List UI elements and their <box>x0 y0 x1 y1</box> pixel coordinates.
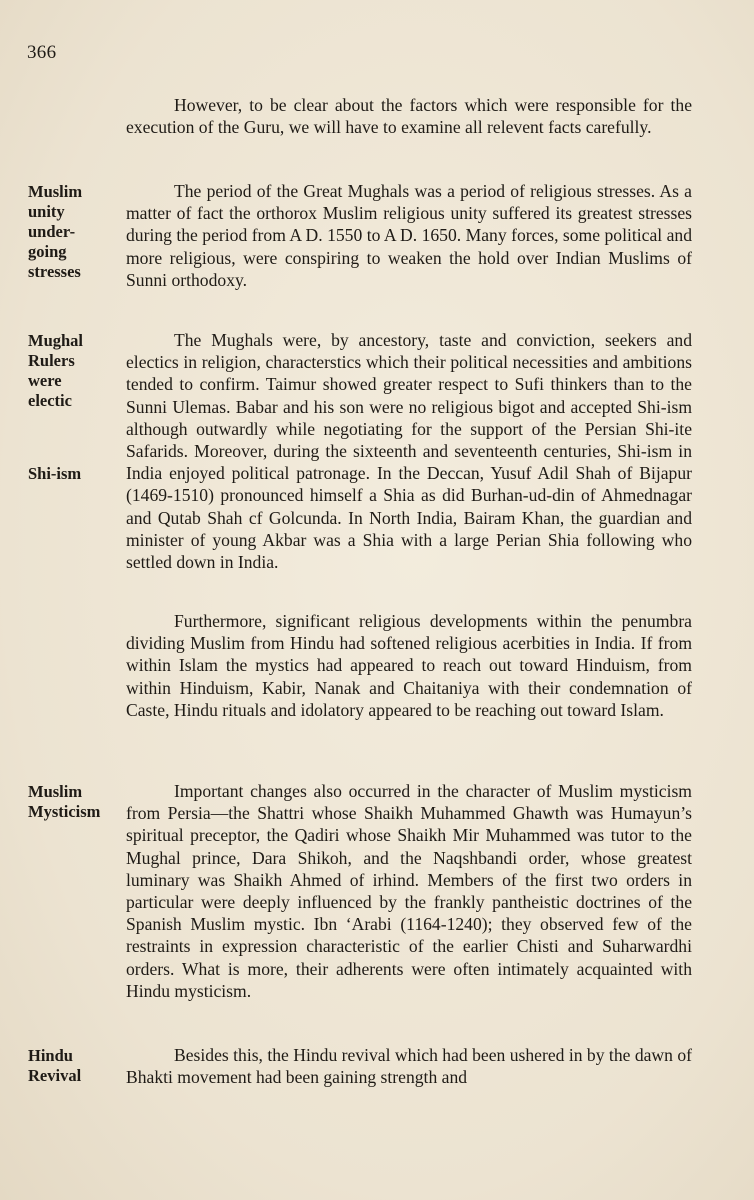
paragraph-6: Besides this, the Hindu revival which had been ushered in by the dawn of Bhakti movement had been gaining strength and <box>126 1045 692 1088</box>
margin-note-muslim-unity: Muslim unity under- going stresses <box>28 182 83 281</box>
margin-note-muslim-mysticism: Muslim Mysticism <box>28 782 101 821</box>
paragraph-3: The Mughals were, by ancestory, taste and conviction, seekers and electics in religion, characterstics which their political necessities and ambitions tended to confirm. Taimur showed greater respect to Sufi thinkers than to the Sunni Ulemas. Babar and his son were no religious bigot and accepted Shi-ism although outwardly while negotiating for the support of the Persian Shi-ite Safarids. Moreover, during the sixteenth and seventeenth centuries, Shi-ism in India enjoyed political patronage. In the Deccan, Yusuf Adil Shah of Bijapur (1469-1510) pronounced himself a Shia as did Burhan-ud-din of Ahmednagar and Qutab Shah cf Golcunda. In North India, Bairam Khan, the guardian and minister of young Akbar was a Shia with a large Perian Shia following who settled down in India. <box>126 330 692 573</box>
paragraph-1: However, to be clear about the factors which were responsible for the execution of the Guru, we will have to examine all relevent facts carefully. <box>126 95 692 138</box>
page-number: 366 <box>27 42 57 63</box>
paragraph-2: The period of the Great Mughals was a period of religious stresses. As a matter of fact the orthorox Muslim religious unity suffered its greatest stresses during the period from A D. 1550 to A D. 1650. Many forces, some political and more religious, were conspiring to weaken the hold over Indian Muslims of Sunni orthodoxy. <box>126 181 692 290</box>
margin-note-hindu-revival: Hindu Revival <box>28 1046 82 1085</box>
paragraph-5: Important changes also occurred in the character of Muslim mysticism from Persia—the Shattri whose Shaikh Muhammed Ghawth was Humayun’s spiritual preceptor, the Qadiri whose Shaikh Mir Muhammed was tutor to the Mughal prince, Dara Shikoh, and the Naqshbandi order, whose greatest luminary was Shaikh Ahmed of irhind. Members of the first two orders in particular were deeply influenced by the frankly pantheistic doctrines of the Spanish Muslim mystic. Ibn ‘Arabi (1164-1240); they observed few of the restraints in expression characteristic of the earlier Chisti and Suharwardhi orders. What is more, their adherents were often intimately acquainted with Hindu mysticism. <box>126 781 692 1001</box>
margin-note-mughal-rulers: Mughal Rulers were electic <box>28 331 84 410</box>
margin-note-shi-ism: Shi-ism <box>28 464 82 483</box>
paragraph-4: Furthermore, significant religious developments within the penumbra dividing Muslim from Hindu had softened religious acerbities in India. If from within Islam the mystics had appeared to reach out toward Hinduism, from within Hinduism, Kabir, Nanak and Chaitaniya with their condemnation of Caste, Hindu rituals and idolatory appeared to be reaching out toward Islam. <box>126 611 692 720</box>
